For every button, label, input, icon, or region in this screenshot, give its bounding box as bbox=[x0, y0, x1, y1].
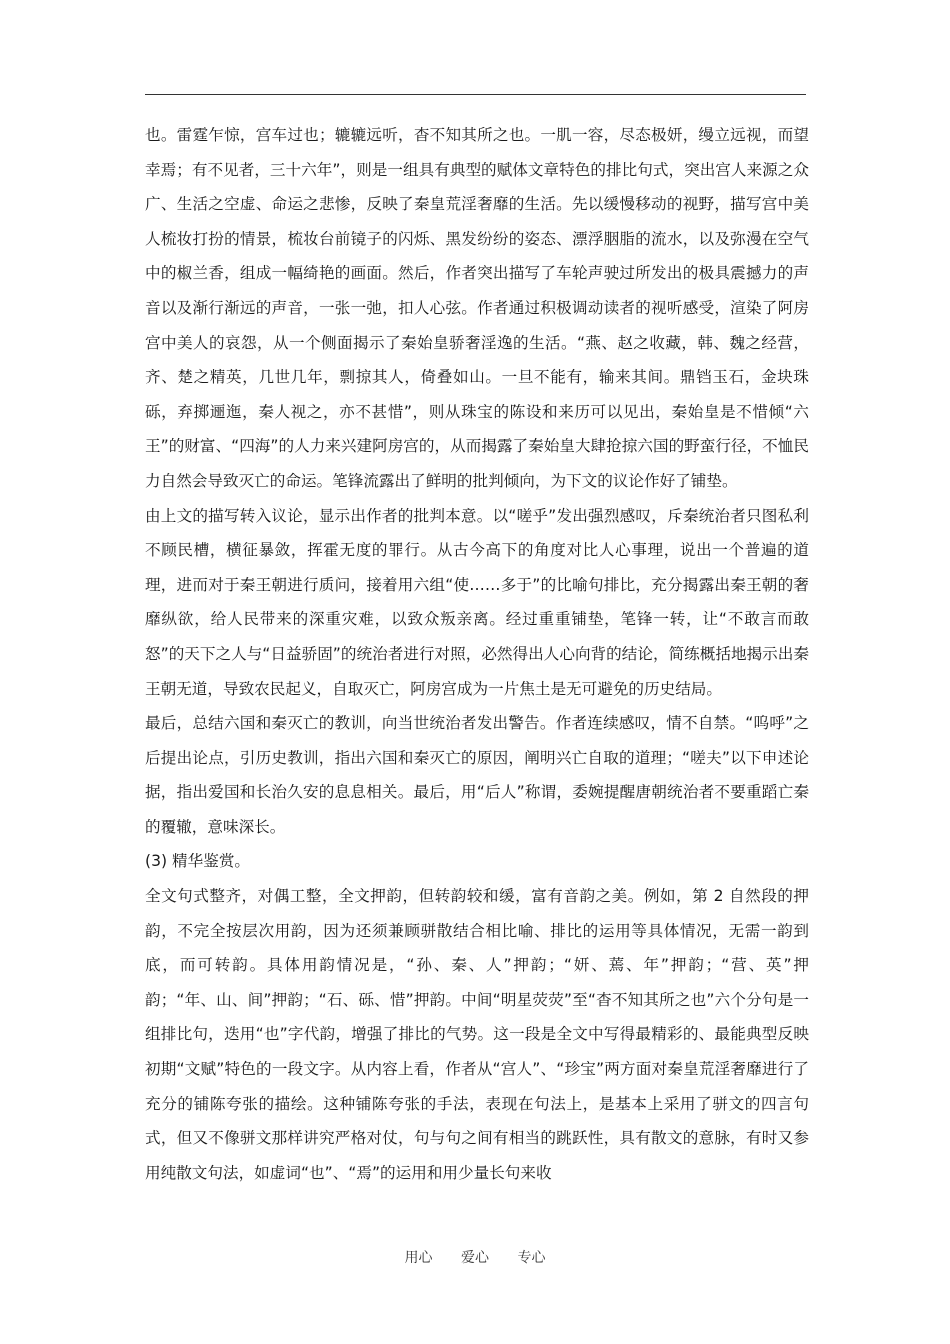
page-footer bbox=[0, 1247, 950, 1267]
paragraph-3: 最后，总结六国和秦灭亡的教训，向当世统治者发出警告。作者连续感叹，情不自禁。“呜呼”之后提出论点，引历史教训，指出六国和秦灭亡的原因，阐明兴亡自取的道理；“嗟夫”以下申述论据，指出爱国和长治久安的息息相关。最后，用“后人”称谓，委婉提醒唐朝统治者不要重蹈亡秦的覆辙，意味深长。 bbox=[145, 714, 809, 836]
footer-item: 用心 bbox=[404, 1250, 433, 1266]
paragraph-1: 也。雷霆乍惊，宫车过也；辘辘远听，杳不知其所之也。一肌一容，尽态极妍，缦立远视，而望幸焉；有不见者，三十六年”，则是一组具有典型的赋体文章特色的排比句式，突出宫人来源之众广、生活之空虚、命运之悲惨，反映了秦皇荒淫奢靡的生活。先以缓慢移动的视野，描写宫中美人梳妆打扮的情景，梳妆台前镜子的闪烁、黑发纷纷的姿态、漂浮胭脂的流水，以及弥漫在空气中的椒兰香，组成一幅绮艳的画面。然后，作者突出描写了车轮声驶过所发出的极具震撼力的声音以及渐行渐远的声音，一张一弛，扣人心弦。作者通过积极调动读者的视听感受，渲染了阿房宫中美人的哀怨，从一个侧面揭示了秦始皇骄奢淫逸的生活。“燕、赵之收藏，韩、魏之经营，齐、楚之精英，几世几年，剽掠其人，倚叠如山。一旦不能有，输来其间。鼎铛玉石，金块珠砾，弃掷逦迤，秦人视之，亦不甚惜”，则从珠宝的陈设和来历可以见出，秦始皇是不惜倾“六王”的财富、“四海”的人力来兴建阿房宫的，从而揭露了秦始皇大肆抢掠六国的野蛮行径，不恤民力自然会导致灭亡的命运。笔锋流露出了鲜明的批判倾向，为下文的议论作好了铺垫。 bbox=[145, 126, 809, 490]
paragraph-4: 全文句式整齐，对偶工整，全文押韵，但转韵较和缓，富有音韵之美。例如，第 2 自然段的押韵，不完全按层次用韵，因为还须兼顾骈散结合相比喻、排比的运用等具体情况，无需一韵到底，而可转韵。具体用韵情况是，“孙、秦、人”押韵；“妍、蔫、年”押韵；“营、英”押韵；“年、山、间”押韵；“石、砾、惜”押韵。中间“明星荧荧”至“杳不知其所之也”六个分句是一组排比句，迭用“也”字代韵，增强了排比的气势。这一段是全文中写得最精彩的、最能典型反映初期“文赋”特色的一段文字。从内容上看，作者从“宫人”、“珍宝”两方面对秦皇荒淫奢靡进行了充分的铺陈夸张的描绘。这种铺陈夸张的手法，表现在句法上，是基本上采用了骈文的四言句式，但又不像骈文那样讲究严格对仗，句与句之间有相当的跳跃性，具有散文的意脉，有时又参用纯散文句法，如虚词“也”、“焉”的运用和用少量长句来收 bbox=[145, 887, 809, 1182]
document-body bbox=[145, 118, 809, 1190]
footer-item: 专心 bbox=[517, 1250, 546, 1266]
header-rule bbox=[145, 94, 806, 95]
footer-item: 爱心 bbox=[461, 1250, 489, 1266]
paragraph-2: 由上文的描写转入议论，显示出作者的批判本意。以“嗟乎”发出强烈感叹，斥秦统治者只图私利不顾民槽，横征暴敛，挥霍无度的罪行。从古今高下的角度对比人心事理，说出一个普遍的道理，进而对于秦王朝进行质问，接着用六组“使……多于”的比喻句排比，充分揭露出秦王朝的奢靡纵欲，给人民带来的深重灾难，以致众叛亲离。经过重重铺垫，笔锋一转，让“不敢言而敢怒”的天下之人与“日益骄固”的统治者进行对照，必然得出人心向背的结论，简练概括地揭示出秦王朝无道，导致农民起义，自取灭亡，阿房宫成为一片焦土是无可避免的历史结局。 bbox=[145, 506, 809, 698]
section-heading: (3) 精华鉴赏。 bbox=[145, 852, 251, 871]
